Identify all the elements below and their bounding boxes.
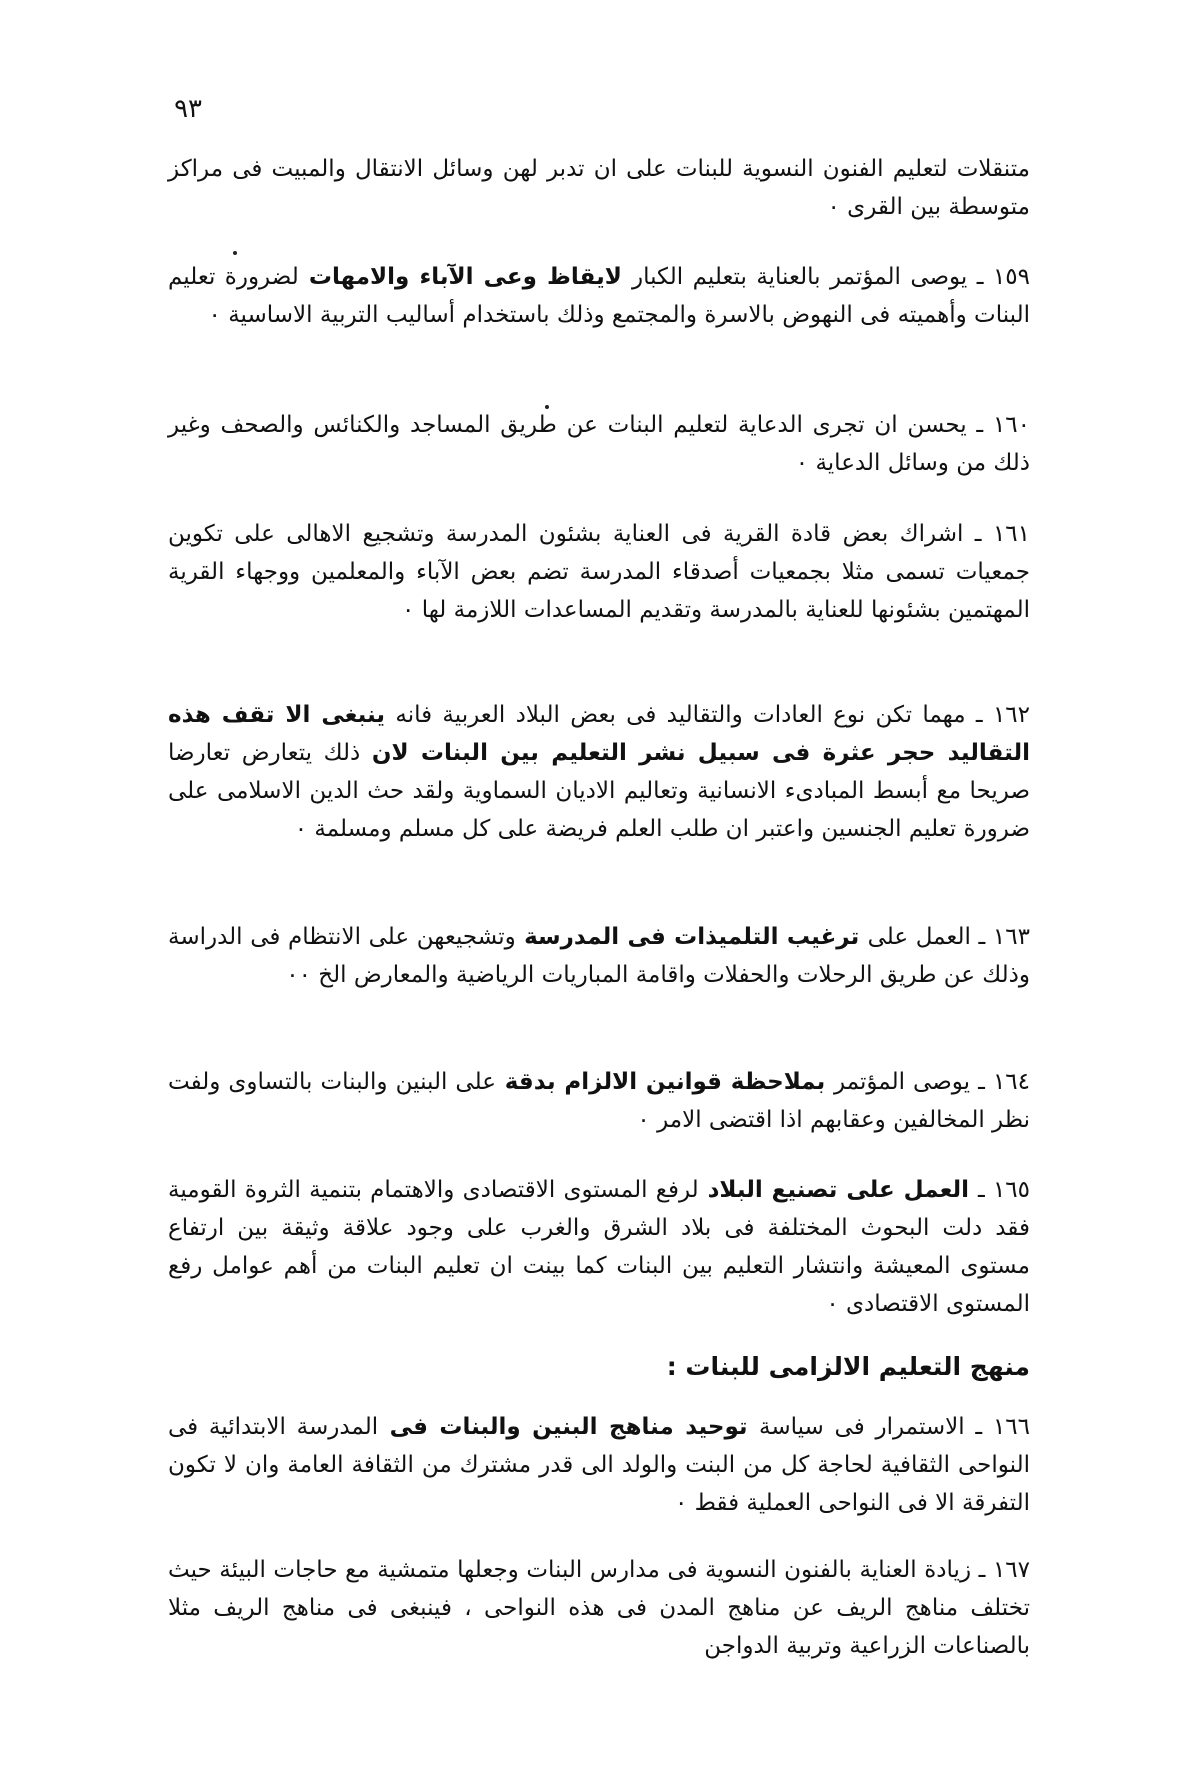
paragraph-161-text: ١٦١ ـ اشراك بعض قادة القرية فى العناية بشئون المدرسة وتشجيع الاهالى على تكوين جمعيات تسمى مثلا بجمعيات أصدقاء المدرسة تضم بعض الآباء والمعلمين ووجهاء القرية المهتمين بشئونها للعناية بالمدرسة وتقديم المساعدات اللازمة لها ٠ [168,521,1030,623]
scan-speck [233,251,237,255]
paragraph-162-emphasis: ينبغى الا تقف هذه التقاليد حجر عثرة فى سبيل نشر التعليم بين البنات لان [168,702,1030,766]
paragraph-162 [168,696,1030,848]
paragraph-165 [168,1171,1030,1323]
paragraph-159-emphasis: لايقاظ وعى الآباء والامهات [298,264,632,290]
paragraph-163 [168,918,1030,994]
paragraph-166-rest: المدرسة الابتدائية فى النواحى الثقافية لحاجة كل من البنت والولد الى قدر مشترك من الثقافة العامة وان لا تكون التفرقة الا فى النواحى العملية فقط ٠ [168,1414,1030,1516]
paragraph-161 [168,515,1030,629]
paragraph-163-text [168,918,1030,994]
paragraph-167-text: ١٦٧ ـ زيادة العناية بالفنون النسوية فى مدارس البنات وجعلها متمشية مع حاجات البيئة حيث تختلف مناهج الريف عن مناهج المدن فى هذه النواحى ، فينبغى فى مناهج الريف مثلا بالصناعات الزراعية وتربية الدواجن [168,1557,1030,1659]
paragraph-164-emphasis: بملاحظة قوانين الالزام بدقة [495,1069,834,1095]
paragraph-164-text [168,1063,1030,1139]
section-heading-curriculum: منهج التعليم الالزامى للبنات : [666,1352,1030,1381]
paragraph-166 [168,1408,1030,1522]
paragraph-163-rest: وتشجيعهن على الانتظام فى الدراسة وذلك عن طريق الرحلات والحفلات واقامة المباريات الرياضية والمعارض الخ ٠٠ [168,924,1030,988]
paragraph-intro-text: متنقلات لتعليم الفنون النسوية للبنات على ان تدبر لهن وسائل الانتقال والمبيت فى مراكز متوسطة بين القرى ٠ [168,156,1030,220]
paragraph-162-lead: ١٦٢ ـ مهما تكن نوع العادات والتقاليد فى بعض البلاد العربية فانه [395,702,1031,728]
paragraph-intro [168,150,1030,226]
paragraph-159 [168,258,1030,334]
paragraph-160-text: ١٦٠ ـ يحسن ان تجرى الدعاية لتعليم البنات عن طريق المساجد والكنائس والصحف وغير ذلك من وسائل الدعاية ٠ [168,412,1030,476]
page-number: ٩٣ [174,94,202,124]
paragraph-165-text [168,1171,1030,1323]
paragraph-159-text [168,258,1030,334]
paragraph-163-emphasis: ترغيب التلميذات فى المدرسة [515,924,868,950]
paragraph-159-lead: ١٥٩ ـ يوصى المؤتمر بالعناية بتعليم الكبار [632,264,1030,290]
paragraph-164-lead: ١٦٤ ـ يوصى المؤتمر [834,1069,1030,1095]
paragraph-166-text [168,1408,1030,1522]
paragraph-166-emphasis: توحيد مناهج البنين والبنات فى [378,1414,759,1440]
paragraph-162-text [168,696,1030,848]
paragraph-165-rest: لرفع المستوى الاقتصادى والاهتمام بتنمية الثروة القومية فقد دلت البحوث المختلفة فى بلاد الشرق والغرب على وجود علاقة وثيقة بين ارتفاع مستوى المعيشة وانتشار التعليم بين البنات كما بينت ان تعليم البنات من أهم عوامل رفع المستوى الاقتصادى ٠ [168,1177,1030,1317]
scan-speck [545,405,549,409]
paragraph-166-lead: ١٦٦ ـ الاستمرار فى سياسة [758,1414,1030,1440]
paragraph-164-rest: على البنين والبنات بالتساوى ولفت نظر المخالفين وعقابهم اذا اقتضى الامر ٠ [168,1069,1030,1133]
paragraph-165-lead: ١٦٥ ـ [977,1177,1030,1203]
paragraph-164 [168,1063,1030,1139]
paragraph-167 [168,1551,1030,1665]
paragraph-159-rest: لضرورة تعليم البنات وأهميته فى النهوض بالاسرة والمجتمع وذلك باستخدام أساليب التربية الاساسية ٠ [168,264,1030,328]
paragraph-165-emphasis: العمل على تصنيع البلاد [698,1177,978,1203]
paragraph-160 [168,406,1030,482]
paragraph-162-rest: ذلك يتعارض تعارضا صريحا مع أبسط المبادىء الانسانية وتعاليم الاديان السماوية ولقد حث الدين الاسلامى على ضرورة تعليم الجنسين واعتبر ان طلب العلم فريضة على كل مسلم ومسلمة ٠ [168,740,1030,842]
paragraph-163-lead: ١٦٣ ـ العمل على [867,924,1030,950]
